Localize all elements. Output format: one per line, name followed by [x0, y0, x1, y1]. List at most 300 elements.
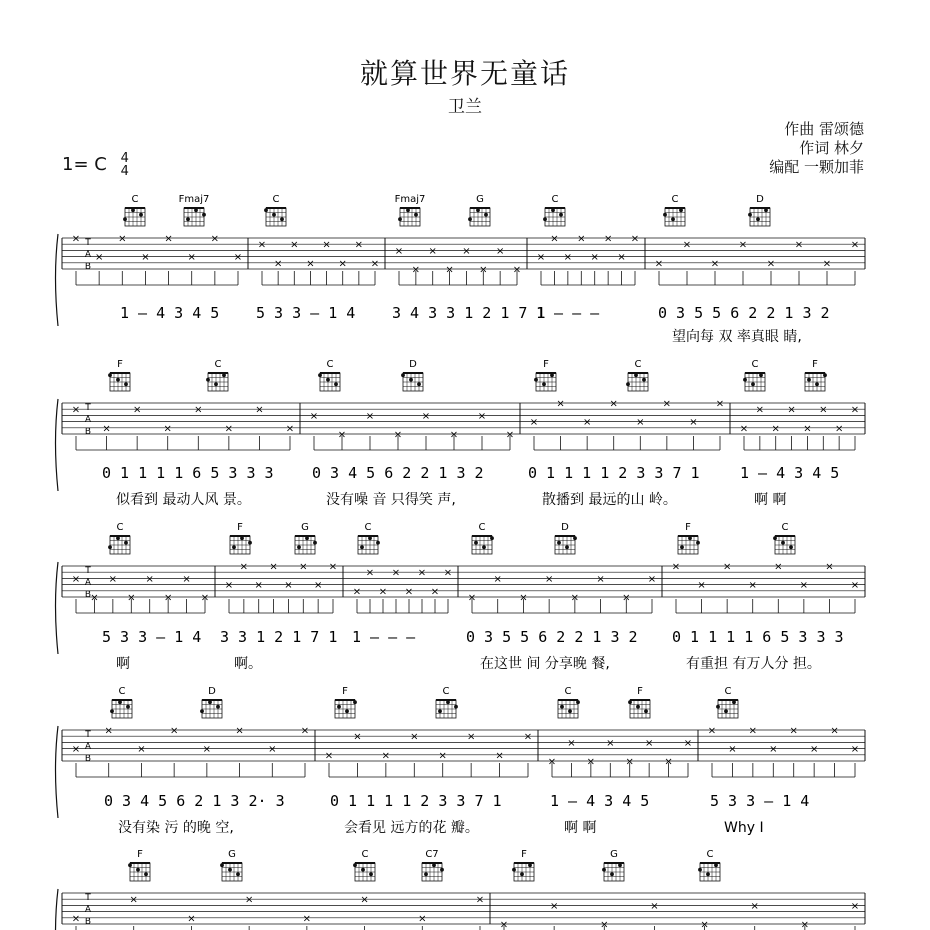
tab-mark: × — [94, 252, 104, 264]
tab-label-t: T — [85, 893, 91, 903]
lyric-line: 在这世 间 分享晚 餐, — [480, 656, 610, 672]
tab-mark: × — [822, 258, 832, 270]
lyric-line: 有重担 有万人分 担。 — [686, 656, 821, 672]
chord-dot — [716, 705, 720, 709]
tab-mark: × — [664, 756, 673, 768]
chord-dot — [781, 541, 785, 545]
chord-dot — [318, 373, 322, 377]
chord-name: C — [131, 194, 139, 205]
tab-mark: × — [707, 725, 717, 737]
chord-name: F — [342, 686, 348, 697]
tab-mark: × — [479, 264, 488, 276]
tab-mark: × — [493, 573, 502, 585]
lyric-line: 没有噪 音 只得笑 声, — [326, 492, 456, 508]
chord-dot — [468, 217, 472, 221]
tab-mark: × — [519, 592, 528, 604]
chord-dot — [482, 545, 486, 549]
tab-mark: × — [787, 404, 796, 416]
tab-mark: × — [799, 580, 809, 592]
tab-mark: × — [523, 731, 533, 743]
jianpu-notation: 1 – 4 3 4 5 — [550, 792, 650, 810]
chord-dot — [200, 709, 204, 713]
jianpu-notation: 3 3 1 2 1 7 1 — [220, 628, 338, 646]
chord-name: C — [361, 849, 369, 860]
tab-mark: × — [290, 239, 299, 251]
tab-mark: × — [495, 750, 504, 762]
tab-mark: × — [750, 900, 759, 912]
tab-mark: × — [354, 239, 364, 251]
tab-mark: × — [438, 750, 447, 762]
tab-mark: × — [145, 573, 154, 585]
chord-name: D — [561, 522, 569, 533]
tab-label-t: T — [85, 403, 91, 413]
tab-mark: × — [683, 737, 693, 749]
tab-mark: × — [738, 239, 748, 251]
tab-mark: × — [352, 586, 362, 598]
jianpu-notation: 0 1 1 1 1 6 5 3 3 3 — [672, 628, 844, 646]
jianpu-notation: 1 – – – — [536, 304, 600, 322]
tab-mark: × — [467, 592, 477, 604]
tab-mark: × — [819, 404, 828, 416]
chord-dot — [773, 536, 777, 540]
chord-dot — [565, 545, 569, 549]
chord-name: F — [637, 686, 643, 697]
tab-mark: × — [825, 561, 834, 573]
tab-mark: × — [466, 731, 476, 743]
tab-mark: × — [309, 410, 319, 422]
tab-mark: × — [647, 573, 657, 585]
tab-mark: × — [445, 264, 454, 276]
tab-mark: × — [582, 417, 592, 429]
chord-dot — [272, 213, 276, 217]
tab-label-a: A — [84, 742, 92, 752]
chord-dot — [751, 382, 755, 386]
tab-mark: × — [137, 744, 146, 756]
chord-dot — [417, 382, 421, 386]
tab-mark: × — [710, 258, 720, 270]
tab-mark: × — [90, 592, 99, 604]
tab-mark: × — [202, 744, 212, 756]
tab-mark: × — [163, 423, 172, 435]
jianpu-notation: 0 3 4 5 6 2 2 1 3 2 — [312, 464, 484, 482]
tab-mark: × — [428, 245, 437, 257]
chord-dot — [807, 378, 811, 382]
chord-dot — [528, 863, 532, 867]
tab-label-b: B — [84, 754, 92, 764]
tab-mark: × — [302, 913, 312, 925]
tab-mark: × — [549, 900, 559, 912]
tab-mark: × — [182, 573, 191, 585]
chord-name: C — [671, 194, 679, 205]
jianpu-notation: 3 4 3 3 1 2 1 7 1 — [392, 304, 546, 322]
chord-name: C — [551, 194, 559, 205]
chord-dot — [116, 536, 120, 540]
tab-mark: × — [625, 756, 634, 768]
tab-mark: × — [187, 252, 196, 264]
tab-mark: × — [550, 233, 559, 245]
system-bracket — [56, 234, 59, 326]
tab-mark: × — [609, 398, 618, 410]
tab-mark: × — [803, 423, 812, 435]
tab-mark: × — [224, 423, 234, 435]
chord-dot — [559, 213, 563, 217]
jianpu-notation: 0 1 1 1 1 2 3 3 7 1 — [330, 792, 502, 810]
chord-dot — [490, 536, 494, 540]
tab-label-b: B — [84, 427, 92, 437]
chord-dot — [618, 863, 622, 867]
chord-name: C — [272, 194, 280, 205]
chord-name: C — [724, 686, 732, 697]
tab-mark: × — [393, 429, 403, 441]
chord-dot — [414, 213, 418, 217]
chord-dot — [560, 705, 564, 709]
tab-mark: × — [606, 737, 615, 749]
tab-mark: × — [662, 398, 672, 410]
tab-mark: × — [850, 404, 860, 416]
chord-dot — [232, 545, 236, 549]
tab-mark: × — [547, 756, 557, 768]
chord-dot — [756, 217, 760, 221]
chord-name: C — [751, 359, 759, 370]
tab-mark: × — [244, 894, 254, 906]
tab-mark: × — [636, 417, 645, 429]
chord-dot — [361, 868, 365, 872]
tab-label-b: B — [84, 590, 92, 600]
lyric-line: 没有染 污 的晚 空, — [118, 820, 234, 836]
tab-mark: × — [273, 258, 283, 270]
tab-mark: × — [600, 919, 609, 930]
tab-mark: × — [755, 404, 765, 416]
chord-dot — [202, 213, 206, 217]
tab-mark: × — [766, 258, 776, 270]
chord-dot — [186, 217, 190, 221]
tab-mark: × — [771, 423, 780, 435]
chord-name: G — [610, 849, 618, 860]
chord-dot — [542, 382, 546, 386]
tab-mark: × — [129, 894, 138, 906]
tab-mark: × — [285, 423, 295, 435]
chord-dot — [236, 872, 240, 876]
chord-name: D — [409, 359, 417, 370]
chord-dot — [222, 373, 226, 377]
tab-mark: × — [102, 423, 111, 435]
chord-name: Fmaj7 — [178, 194, 210, 205]
tab-mark: × — [284, 580, 293, 592]
tab-mark: × — [567, 737, 576, 749]
tab-mark: × — [475, 894, 485, 906]
tab-mark: × — [671, 561, 681, 573]
composer-credit: 作曲 雷颂德 — [784, 120, 864, 138]
tab-mark: × — [163, 592, 173, 604]
chord-dot — [118, 700, 122, 704]
tab-mark: × — [108, 573, 118, 585]
tab-mark: × — [391, 567, 401, 579]
system-bracket — [56, 399, 59, 491]
time-sig-top: 4 — [120, 151, 129, 166]
tab-mark: × — [748, 725, 758, 737]
tab-mark: × — [449, 429, 459, 441]
tab-mark: × — [850, 239, 860, 251]
lyric-line: 散播到 最远的山 岭。 — [542, 492, 677, 508]
tab-label-a: A — [84, 578, 92, 588]
tab-mark: × — [410, 731, 419, 743]
chord-dot — [520, 872, 524, 876]
tab-label-a: A — [84, 415, 92, 425]
chord-dot — [557, 541, 561, 545]
chord-dot — [424, 872, 428, 876]
lyric-line: 啊 啊 — [754, 492, 787, 508]
chord-dot — [610, 872, 614, 876]
arranger-credit: 编配 一颗加菲 — [769, 158, 864, 176]
jianpu-notation: 0 3 5 5 6 2 2 1 3 2 — [466, 628, 638, 646]
song-title: 就算世界无童话 — [359, 57, 570, 90]
chord-dot — [438, 709, 442, 713]
tab-mark: × — [617, 252, 626, 264]
chord-dot — [512, 868, 516, 872]
tab-mark: × — [682, 239, 692, 251]
chord-dot — [663, 213, 667, 217]
tab-mark: × — [774, 561, 783, 573]
tab-mark: × — [418, 913, 427, 925]
chord-dot — [369, 872, 373, 876]
tab-mark: × — [71, 744, 81, 756]
tab-mark: × — [370, 258, 380, 270]
chord-dot — [208, 700, 212, 704]
tab-mark: × — [728, 744, 737, 756]
tab-mark: × — [830, 725, 839, 737]
tab-mark: × — [722, 561, 732, 573]
chord-dot — [124, 382, 128, 386]
tab-label-a: A — [84, 250, 92, 260]
tab-mark: × — [622, 592, 631, 604]
tab-mark: × — [200, 592, 210, 604]
chord-name: C — [116, 522, 124, 533]
system-bracket — [56, 726, 59, 818]
lyric-line: 似看到 最动人风 景。 — [116, 492, 251, 508]
tab-mark: × — [187, 913, 196, 925]
tab-label-a: A — [84, 905, 92, 915]
chord-dot — [432, 863, 436, 867]
chord-dot — [334, 382, 338, 386]
tab-mark: × — [268, 744, 277, 756]
chord-dot — [696, 541, 700, 545]
chord-name: F — [137, 849, 143, 860]
chord-dot — [376, 541, 380, 545]
tab-mark: × — [421, 410, 431, 422]
tab-mark: × — [257, 239, 267, 251]
chord-dot — [706, 872, 710, 876]
chord-dot — [680, 545, 684, 549]
chord-dot — [280, 217, 284, 221]
tab-mark: × — [570, 592, 580, 604]
chord-name: C — [634, 359, 642, 370]
system-bracket — [56, 562, 59, 654]
tab-mark: × — [365, 410, 375, 422]
chord-dot — [128, 863, 132, 867]
chord-dot — [628, 700, 632, 704]
lyric-line: 啊。 — [234, 656, 262, 672]
chord-dot — [220, 863, 224, 867]
lyric-line: Why I — [724, 820, 764, 836]
chord-dot — [484, 213, 488, 217]
chord-dot — [823, 373, 827, 377]
chord-dot — [714, 863, 718, 867]
chord-dot — [313, 541, 317, 545]
tab-mark: × — [850, 900, 860, 912]
tab-mark: × — [300, 725, 310, 737]
chord-dot — [732, 700, 736, 704]
chord-dot — [353, 863, 357, 867]
chord-dot — [398, 217, 402, 221]
chord-dot — [214, 382, 218, 386]
chord-dot — [126, 705, 130, 709]
chord-dot — [124, 541, 128, 545]
lyricist-credit: 作词 林夕 — [799, 139, 864, 157]
tab-mark: × — [850, 744, 860, 756]
chord-dot — [360, 545, 364, 549]
chord-dot — [543, 217, 547, 221]
chord-dot — [626, 382, 630, 386]
tab-mark: × — [328, 561, 338, 573]
chord-dot — [789, 545, 793, 549]
chord-dot — [698, 868, 702, 872]
tab-mark: × — [141, 252, 150, 264]
chord-name: Fmaj7 — [394, 194, 426, 205]
chord-dot — [815, 382, 819, 386]
tab-mark: × — [462, 245, 471, 257]
tab-mark: × — [169, 725, 179, 737]
tab-mark: × — [194, 404, 203, 416]
chord-dot — [345, 709, 349, 713]
tab-mark: × — [378, 586, 388, 598]
tab-mark: × — [210, 233, 220, 245]
tab-mark: × — [324, 750, 334, 762]
tab-mark: × — [563, 252, 573, 264]
chord-dot — [679, 208, 683, 212]
tab-mark: × — [255, 404, 264, 416]
tab-mark: × — [381, 750, 391, 762]
tab-mark: × — [71, 233, 81, 245]
tab-mark: × — [269, 561, 278, 573]
tab-mark: × — [586, 756, 596, 768]
chord-dot — [144, 872, 148, 876]
chord-dot — [123, 217, 127, 221]
chord-name: G — [301, 522, 309, 533]
chord-dot — [576, 700, 580, 704]
tab-mark: × — [430, 586, 440, 598]
chord-dot — [636, 705, 640, 709]
tab-mark: × — [748, 580, 757, 592]
lyric-line: 啊 — [116, 656, 130, 672]
chord-dot — [474, 541, 478, 545]
lyric-line: 会看见 远方的花 瓣。 — [344, 820, 479, 836]
tab-mark: × — [254, 580, 263, 592]
tab-mark: × — [654, 258, 664, 270]
chord-dot — [337, 705, 341, 709]
tab-mark: × — [700, 919, 709, 930]
artist-name: 卫兰 — [448, 97, 482, 117]
chord-dot — [108, 373, 112, 377]
chord-dot — [568, 709, 572, 713]
tab-mark: × — [235, 725, 244, 737]
chord-dot — [326, 378, 330, 382]
jianpu-notation: 0 1 1 1 1 2 3 3 7 1 — [528, 464, 700, 482]
chord-dot — [764, 208, 768, 212]
chord-dot — [534, 378, 538, 382]
tab-mark: × — [809, 744, 819, 756]
chord-dot — [573, 536, 577, 540]
chord-dot — [454, 705, 458, 709]
chord-dot — [368, 536, 372, 540]
tab-mark: × — [630, 233, 640, 245]
chord-dot — [748, 213, 752, 217]
jianpu-notation: 1 – – – — [352, 628, 416, 646]
tab-mark: × — [650, 900, 659, 912]
chord-dot — [108, 545, 112, 549]
chord-name: C — [706, 849, 714, 860]
tab-mark: × — [603, 233, 613, 245]
tab-mark: × — [697, 580, 706, 592]
tab-label-b: B — [84, 262, 92, 272]
chord-dot — [139, 213, 143, 217]
tab-mark: × — [715, 398, 725, 410]
chord-dot — [724, 709, 728, 713]
chord-dot — [228, 868, 232, 872]
lyric-line: 望向每 双 率真眼 睛, — [672, 329, 802, 345]
tab-mark: × — [322, 239, 331, 251]
tab-mark: × — [299, 561, 308, 573]
tab-mark: × — [794, 239, 804, 251]
system-bracket — [56, 889, 59, 930]
jianpu-notation: 5 3 3 – 1 4 — [256, 304, 356, 322]
chord-name: C — [564, 686, 572, 697]
tab-mark: × — [505, 429, 515, 441]
tab-mark: × — [337, 429, 347, 441]
tab-mark: × — [644, 737, 654, 749]
chord-dot — [602, 868, 606, 872]
chord-name: C7 — [425, 849, 439, 860]
chord-name: G — [228, 849, 236, 860]
tab-mark: × — [443, 567, 453, 579]
lyric-line: 啊 啊 — [564, 820, 597, 836]
tab-mark: × — [544, 573, 554, 585]
jianpu-notation: 0 3 4 5 6 2 1 3 2· 3 — [104, 792, 285, 810]
key-label: 1= C — [62, 154, 107, 175]
chord-dot — [297, 545, 301, 549]
chord-dot — [216, 705, 220, 709]
chord-dot — [550, 373, 554, 377]
chord-dot — [240, 536, 244, 540]
chord-dot — [551, 208, 555, 212]
tab-mark: × — [850, 580, 860, 592]
chord-name: F — [812, 359, 818, 370]
tab-mark: × — [577, 233, 586, 245]
chord-dot — [644, 709, 648, 713]
tab-label-t: T — [85, 566, 91, 576]
chord-dot — [248, 541, 252, 545]
tab-mark: × — [590, 252, 599, 264]
chord-dot — [440, 868, 444, 872]
chord-name: F — [543, 359, 549, 370]
chord-dot — [353, 700, 357, 704]
chord-name: C — [214, 359, 222, 370]
tab-mark: × — [689, 417, 698, 429]
tab-mark: × — [596, 573, 605, 585]
time-sig-bottom: 4 — [120, 164, 129, 179]
tab-mark: × — [411, 264, 421, 276]
tab-mark: × — [306, 258, 315, 270]
chord-name: C — [326, 359, 334, 370]
